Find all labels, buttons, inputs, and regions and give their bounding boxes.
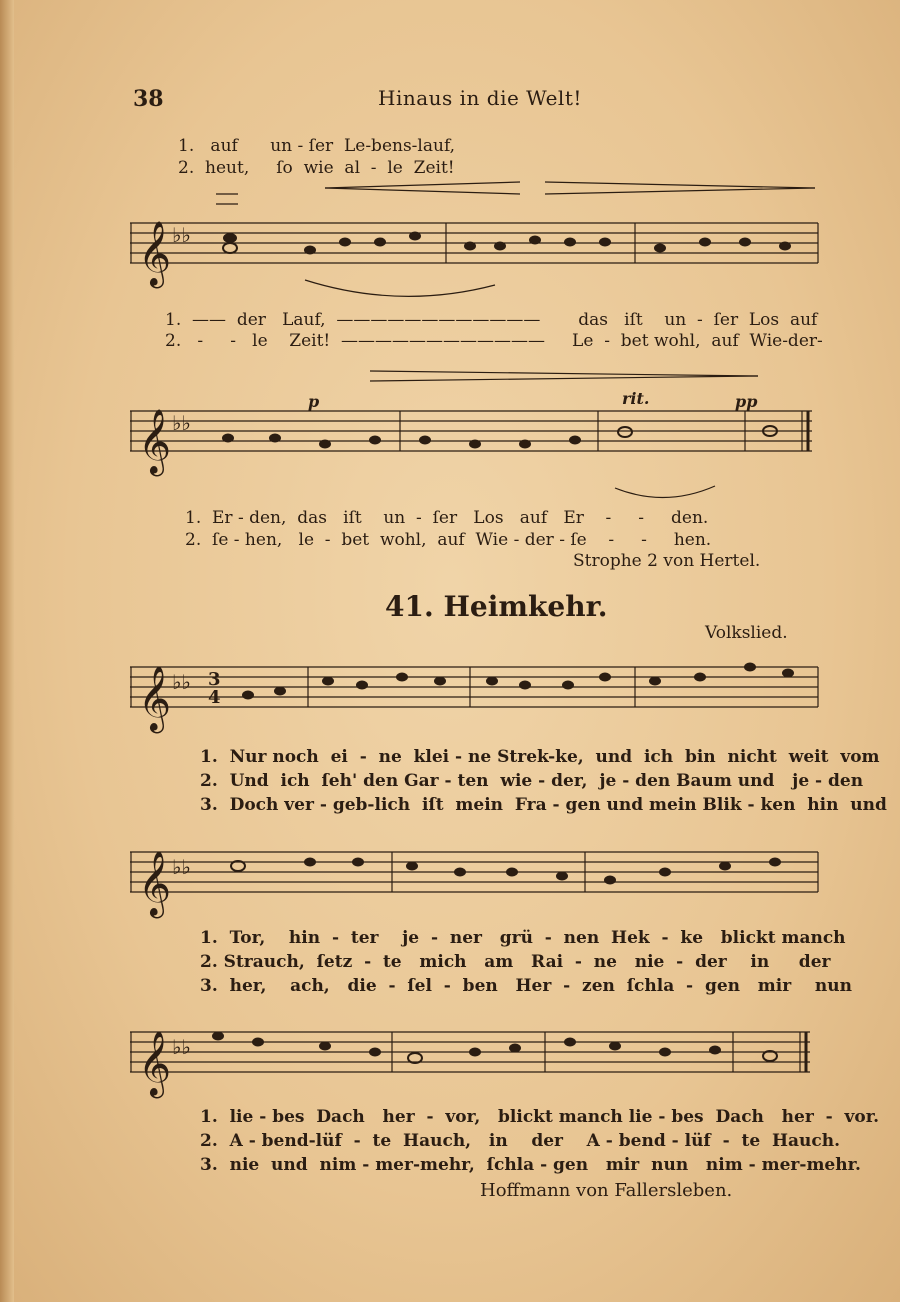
- lyric-line: 2. - - le Zeit! ———————————— Le - bet wohl, auf Wie-der-: [165, 331, 823, 351]
- svg-text:♭♭: ♭♭: [172, 855, 191, 879]
- dynamic-marking-p: p: [308, 392, 320, 411]
- svg-text:𝄞: 𝄞: [138, 666, 172, 731]
- running-head: Hinaus in die Welt!: [378, 86, 582, 110]
- lyric-line: 1. Er - den, das iſt un - ſer Los auf Er - - den.: [185, 508, 709, 528]
- tempo-marking-rit: rit.: [622, 389, 650, 408]
- svg-text:♭♭: ♭♭: [172, 1035, 191, 1059]
- lyric-line: 2. ſe - hen, le - bet wohl, auf Wie - der - ſe - - hen.: [185, 530, 712, 550]
- music-staff-1: [130, 180, 820, 310]
- svg-text:♭♭: ♭♭: [172, 670, 191, 694]
- dynamic-marking-pp: pp: [735, 392, 758, 411]
- song-title: 41. Heimkehr.: [385, 590, 608, 623]
- svg-text:𝄞: 𝄞: [138, 851, 172, 916]
- book-spine-shadow: [0, 0, 14, 1302]
- lyric-line: 1. —— der Lauf, ———————————— das iſt un - ſer Los auf: [165, 310, 818, 330]
- verse-line: 3. nie und nim - mer-mehr, ſchla - gen mir nun nim - mer-mehr.: [200, 1155, 861, 1175]
- stanza-credit: Strophe 2 von Hertel.: [573, 551, 761, 571]
- svg-text:𝄞: 𝄞: [138, 1031, 172, 1096]
- lyric-line: 1. auf un - ſer Le-bens-lauf,: [178, 136, 456, 156]
- verse-line: 1. Tor, hin - ter je - ner grü - nen Hek - ke blickt manch: [200, 928, 846, 948]
- page-number: 38: [133, 86, 164, 112]
- verse-line: 1. lie - bes Dach her - vor, blickt manch lie - bes Dach her - vor.: [200, 1107, 880, 1127]
- svg-text:3: 3: [208, 669, 221, 690]
- verse-line: 1. Nur noch ei - ne klei - ne Strek-ke, und ich bin nicht weit vom: [200, 747, 880, 767]
- svg-text:𝄞: 𝄞: [138, 409, 172, 474]
- music-staff-3: [130, 645, 820, 740]
- lyric-line: 2. heut, ſo wie al - le Zeit!: [178, 158, 455, 178]
- svg-text:♭♭: ♭♭: [172, 411, 191, 435]
- verse-line: 2. A - bend-lüf - te Hauch, in der A - bend - lüf - te Hauch.: [200, 1131, 841, 1151]
- svg-text:♭♭: ♭♭: [172, 223, 191, 247]
- music-staff-4: [130, 830, 820, 930]
- song-subtitle: Volkslied.: [705, 623, 788, 643]
- svg-text:4: 4: [208, 687, 221, 708]
- verse-line: 3. her, ach, die - ſel - ben Her - zen ſchla - gen mir nun: [200, 976, 852, 996]
- verse-line: 3. Doch ver - geb-lich iſt mein Fra - gen und mein Blik - ken hin und: [200, 795, 887, 815]
- svg-text:𝄞: 𝄞: [138, 221, 172, 286]
- verse-line: 2. Und ich ſeh' den Gar - ten wie - der, je - den Baum und je - den: [200, 771, 864, 791]
- verse-line: 2. Strauch, ſetz - te mich am Rai - ne nie - der in der: [200, 952, 831, 972]
- song-author-credit: Hoffmann von Fallersleben.: [480, 1180, 733, 1201]
- music-staff-5: [130, 1010, 820, 1110]
- music-staff-2: [130, 368, 820, 503]
